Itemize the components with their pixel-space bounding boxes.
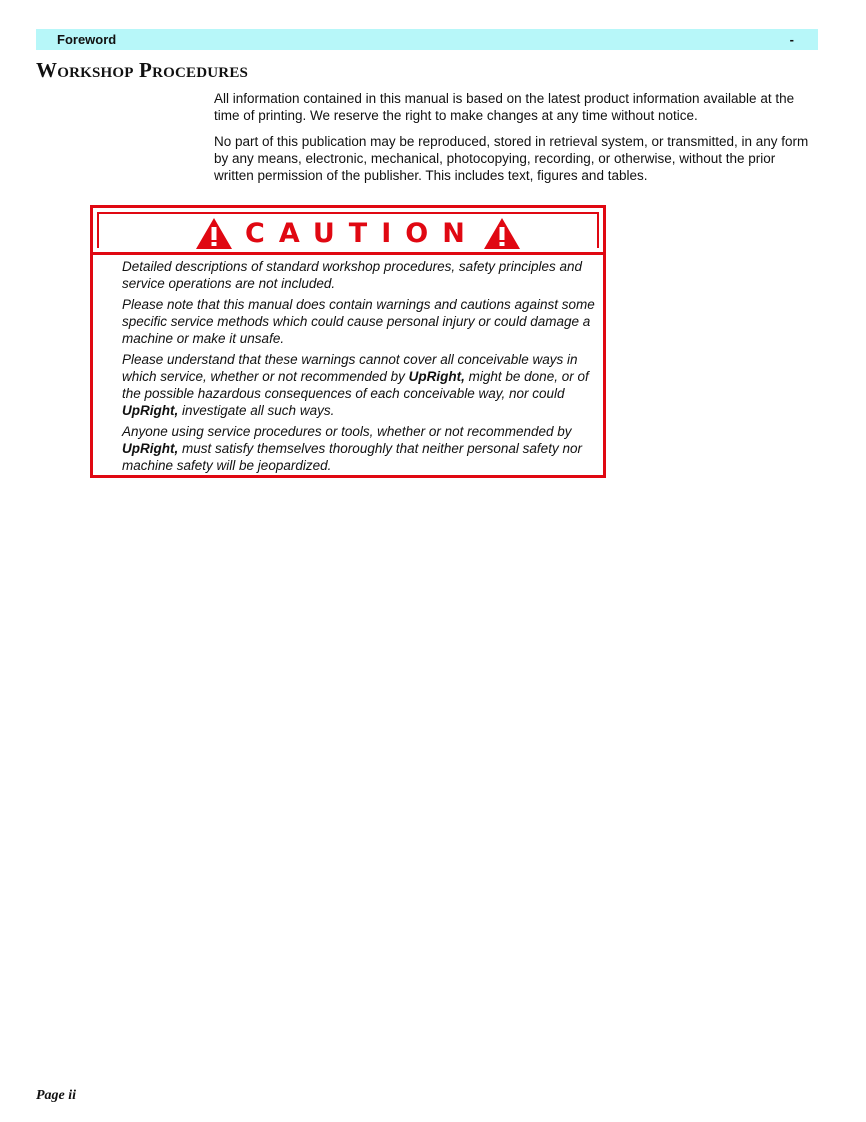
brand-name: UpRight, bbox=[122, 441, 179, 456]
warning-triangle-icon bbox=[195, 217, 233, 250]
caution-paragraph: Detailed descriptions of standard workshop procedures, safety principles and service operations are not included. bbox=[122, 259, 583, 291]
caution-text: Please understand that these warnings cannot cover all conceivable ways in which service, whether or not recommended by bbox=[122, 352, 578, 384]
header-dash: - bbox=[789, 32, 794, 47]
intro-text bbox=[214, 90, 814, 193]
caution-header bbox=[93, 208, 603, 255]
header-title: Foreword bbox=[57, 32, 117, 47]
caution-box bbox=[90, 205, 606, 478]
page-number: Page ii bbox=[36, 1088, 77, 1103]
caution-text: Anyone using service procedures or tools, whether or not recommended by bbox=[122, 424, 572, 439]
brand-name: UpRight, bbox=[408, 369, 465, 384]
caution-paragraph bbox=[122, 423, 598, 474]
caution-body bbox=[122, 258, 598, 478]
caution-paragraph bbox=[122, 351, 598, 419]
running-header bbox=[36, 29, 818, 50]
caution-text: must satisfy themselves thoroughly that neither personal safety nor machine safety will be jeopardized. bbox=[122, 441, 582, 473]
caution-header-frame bbox=[97, 212, 599, 248]
caution-paragraph: Please note that this manual does contain warnings and cautions against some specific service methods which could cause personal injury or could damage a machine or make it unsafe. bbox=[122, 297, 595, 346]
caution-text: might be done, or of the possible hazardous consequences of each conceivable way, nor could bbox=[122, 369, 589, 401]
intro-paragraph: No part of this publication may be reproduced, stored in retrieval system, or transmitted, in any form by any means, electronic, mechanical, photocopying, recording, or otherwise, without the prior written permission of the publisher. This includes text, figures and tables. bbox=[214, 134, 809, 183]
caution-title: CAUTION bbox=[245, 218, 479, 249]
brand-name: UpRight, bbox=[122, 403, 179, 418]
caution-text: investigate all such ways. bbox=[178, 403, 335, 418]
section-heading: Workshop Procedures bbox=[36, 58, 249, 82]
intro-paragraph: All information contained in this manual is based on the latest product information available at the time of printing. We reserve the right to make changes at any time without notice. bbox=[214, 91, 795, 123]
warning-triangle-icon bbox=[483, 217, 521, 250]
